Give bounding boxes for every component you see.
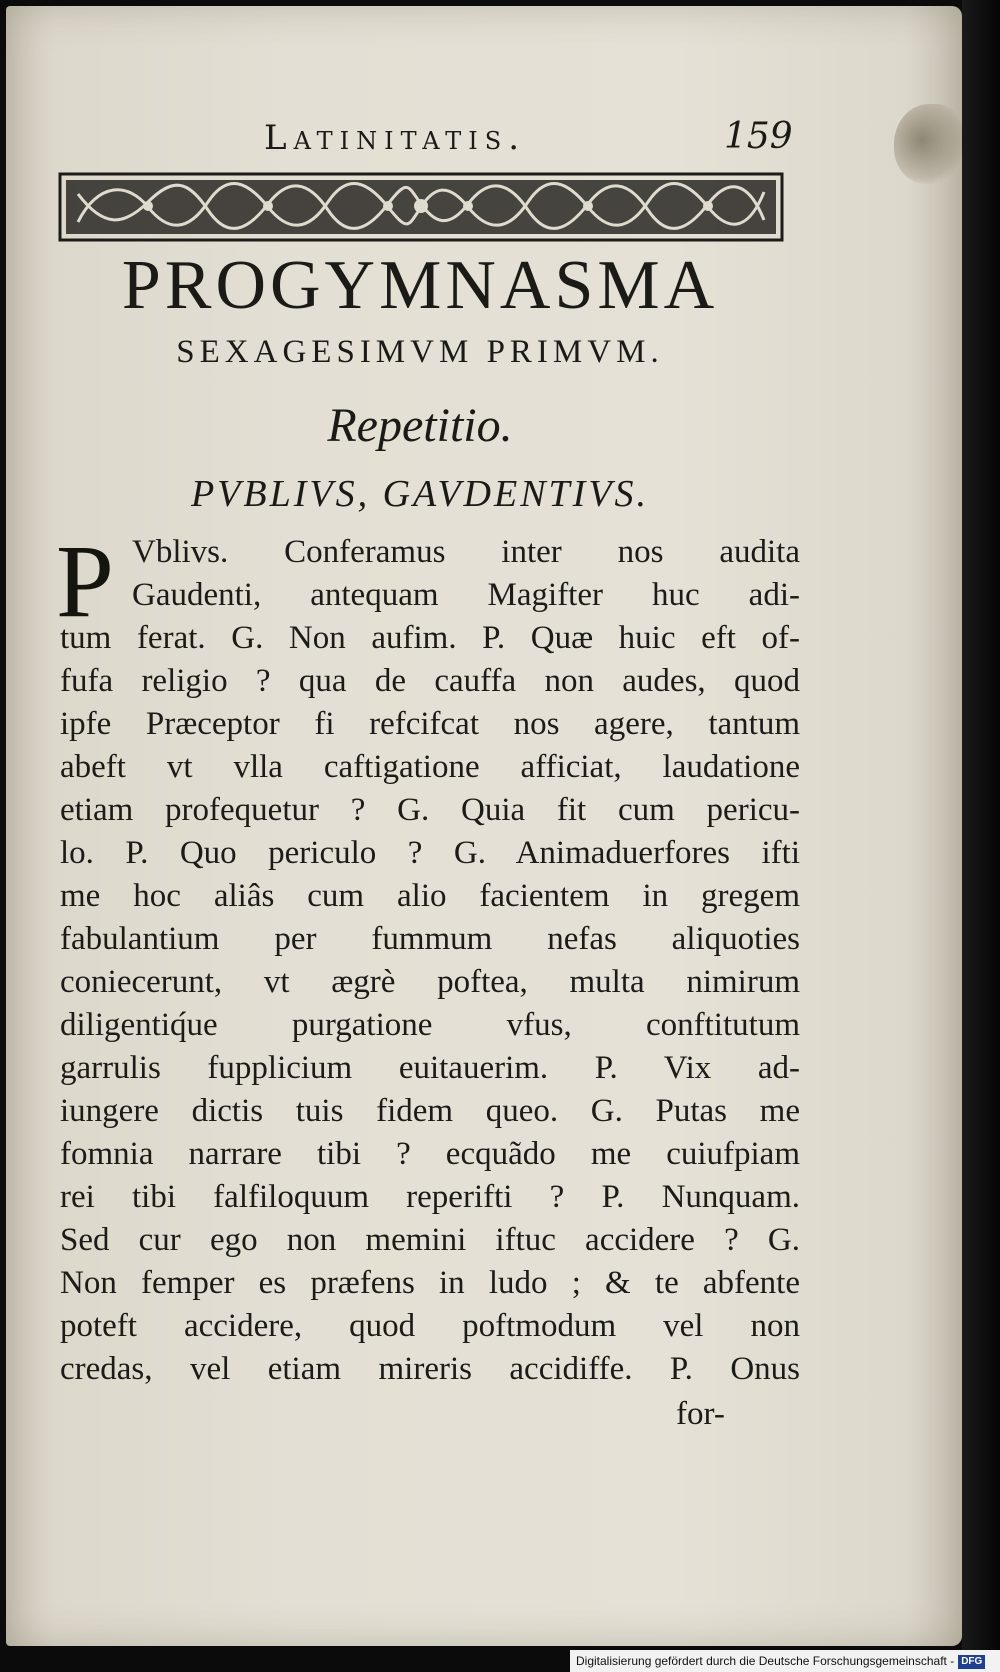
body-line: lo. P. Quo periculo ? G. Animaduerfores ifti [60, 835, 800, 871]
body-line: me hoc aliâs cum alio facientem in gregem [60, 878, 800, 914]
ornamental-headpiece [58, 172, 784, 242]
body-line: etiam profequetur ? G. Quia fit cum pericu- [60, 792, 800, 828]
body-line: credas, vel etiam mireris accidiffe. P. Onus [60, 1351, 800, 1387]
subtitle: SEXAGESIMVM PRIMVM. [176, 334, 664, 370]
body-line: Gaudenti, antequam Magifter huc adi- [132, 577, 800, 613]
section-heading: Repetitio. [327, 399, 513, 452]
running-head: Latinitatis. [264, 118, 527, 158]
body-line: diligentiq́ue purgatione vfus, conftitutum [60, 1007, 800, 1043]
speakers-line: PVBLIVS, GAVDENTIVS. [190, 473, 650, 515]
body-line: ipfe Præceptor fi refcifcat nos agere, tantum [60, 706, 800, 742]
paper-stain [894, 104, 964, 184]
title: PROGYMNASMA [121, 247, 719, 324]
body-line: fufa religio ? qua de cauffa non audes, quod [60, 663, 800, 699]
body-line: garrulis fupplicium euitauerim. P. Vix ad- [60, 1050, 800, 1086]
credit-text: Digitalisierung gefördert durch die Deutsche Forschungsgemeinschaft - [576, 1654, 955, 1668]
body-line: Sed cur ego non memini iftuc accidere ? G. [60, 1222, 800, 1258]
dfg-logo: DFG [958, 1655, 985, 1669]
drop-cap: P [56, 524, 114, 639]
body-line: rei tibi falfiloquum reperifti ? P. Nunquam. [60, 1179, 800, 1215]
digitization-credit [570, 1650, 1000, 1672]
body-line: iungere dictis tuis fidem queo. G. Putas me [60, 1093, 800, 1129]
body-line: poteft accidere, quod poftmodum vel non [60, 1308, 800, 1344]
page-number: 159 [724, 116, 793, 157]
body-line: abeft vt vlla caftigatione afficiat, laudatione [60, 749, 800, 785]
body-line: fabulantium per fummum nefas aliquoties [60, 921, 800, 957]
body-line: Vblivs. Conferamus inter nos audita [132, 534, 800, 570]
body-line: tum ferat. G. Non aufim. P. Quæ huic eft of- [60, 620, 800, 656]
body-line: fomnia narrare tibi ? ecquãdo me cuiufpiam [60, 1136, 800, 1172]
body-line: Non femper es præfens in ludo ; & te abfente [60, 1265, 800, 1301]
page-edge [962, 0, 1000, 1672]
catchword: for- [676, 1396, 725, 1432]
body-line: coniecerunt, vt ægrè poftea, multa nimirum [60, 964, 800, 1000]
